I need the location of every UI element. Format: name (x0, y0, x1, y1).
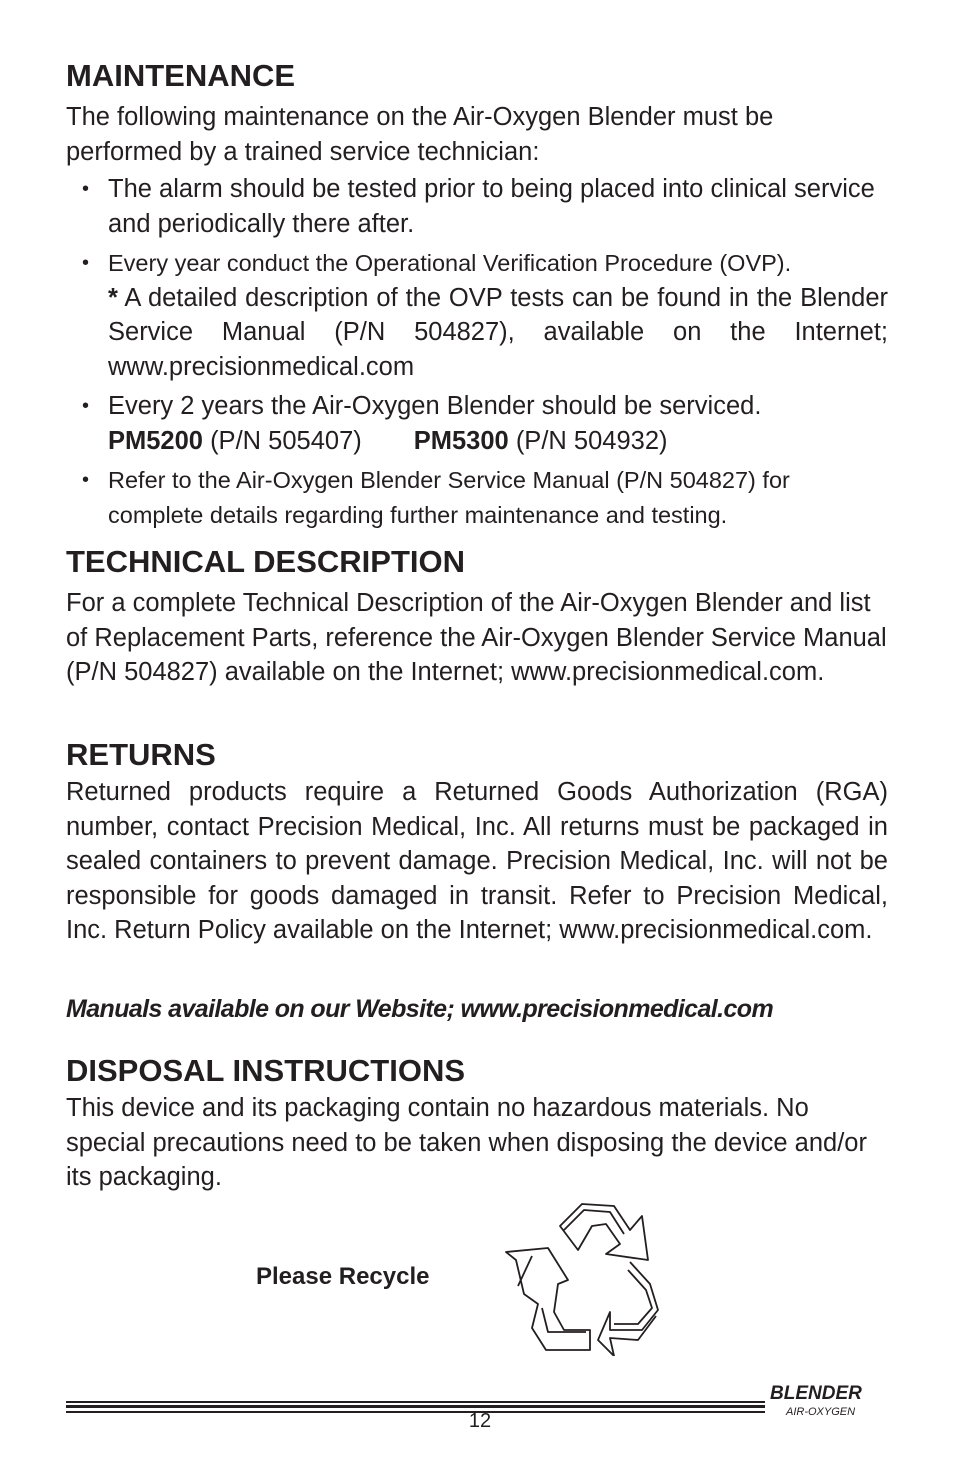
bullet-text: A detailed description of the OVP tests can be found in the Blender Service Manual (P/N 504827), available on the Internet; www.precisionmedical.com (108, 283, 888, 381)
model-pm5200: PM5200 (108, 426, 203, 455)
page-number: 12 (468, 1410, 492, 1432)
bullet-text: Refer to the Air-Oxygen Blender Service Manual (P/N 504827) for complete details regarding further maintenance and testing. (108, 467, 790, 528)
recycle-icon (502, 1200, 664, 1356)
bullet-text: The alarm should be tested prior to being placed into clinical service and periodically there after. (108, 175, 875, 238)
maintenance-heading: MAINTENANCE (66, 58, 296, 93)
bullet-icon: • (82, 252, 90, 274)
list-item (66, 389, 888, 458)
bullet-icon: • (82, 469, 90, 491)
returns-heading: RETURNS (66, 737, 216, 772)
footer-rule (66, 1401, 765, 1403)
bullet-icon: • (82, 395, 90, 417)
recycle-label: Please Recycle (256, 1263, 430, 1290)
disposal-heading: DISPOSAL INSTRUCTIONS (66, 1053, 466, 1088)
list-item (66, 246, 888, 384)
disposal-body: This device and its packaging contain no hazardous materials. No special precautions need to be taken when disposing the device and/or its packaging. (66, 1094, 867, 1191)
technical-heading: TECHNICAL DESCRIPTION (66, 544, 466, 579)
returns-body: Returned products require a Returned Goods Authorization (RGA) number, contact Precision Medical, Inc. All returns must be packaged in sealed containers to prevent damage. Precision Medical, Inc. will not be responsible for goods damaged in transit. Refer to Precision Medical, Inc. Return Policy available on the Internet; www.precisionmedical.com. (66, 778, 888, 944)
manuals-note: Manuals available on our Website; www.precisionmedical.com (66, 995, 774, 1023)
model-line (108, 427, 668, 455)
brand-name: BLENDER (770, 1383, 862, 1404)
list-item (66, 172, 888, 241)
maintenance-list (66, 172, 888, 537)
model-pm5300: PM5300 (413, 426, 509, 455)
bullet-icon: • (82, 178, 90, 200)
technical-body: For a complete Technical Description of the Air-Oxygen Blender and list of Replacement Parts, reference the Air-Oxygen Blender Service Manual (P/N 504827) available on the Internet; www.precisionmedical.com. (66, 589, 887, 686)
footer-rule (66, 1411, 765, 1413)
list-item (66, 463, 888, 532)
footer-rule (66, 1405, 765, 1408)
brand-subtitle: AIR-OXYGEN (786, 1406, 856, 1418)
bullet-text: Every year conduct the Operational Verification Procedure (OVP). (108, 250, 792, 276)
model-pm5300-pn: (P/N 504932) (508, 426, 668, 455)
model-pm5200-pn: (P/N 505407) (202, 426, 362, 455)
footnote-asterisk: * (108, 283, 118, 312)
bullet-text: Every 2 years the Air-Oxygen Blender should be serviced. (108, 392, 762, 420)
maintenance-intro: The following maintenance on the Air-Oxygen Blender must be performed by a trained service technician: (66, 103, 774, 166)
